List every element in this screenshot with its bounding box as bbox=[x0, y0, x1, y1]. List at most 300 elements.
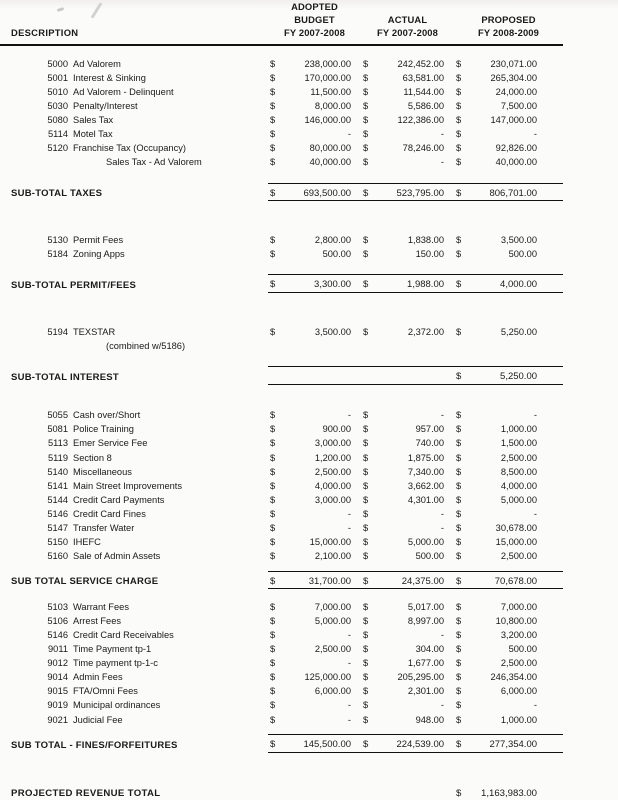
currency-symbol-budget: $ bbox=[270, 537, 276, 548]
currency-symbol-proposed: $ bbox=[456, 100, 462, 111]
row-pad bbox=[563, 367, 618, 385]
account-description: Time payment tp-1-c bbox=[73, 658, 158, 669]
currency-symbol-proposed: $ bbox=[456, 480, 462, 491]
row-pad bbox=[563, 711, 618, 725]
currency-symbol-budget: $ bbox=[270, 494, 276, 505]
table-row bbox=[0, 140, 618, 154]
currency-symbol-budget: $ bbox=[270, 658, 276, 669]
header-row-line3 bbox=[0, 26, 618, 39]
currency-symbol-budget: $ bbox=[270, 686, 276, 697]
account-code: 5150 bbox=[47, 537, 68, 548]
account-code bbox=[0, 337, 73, 351]
table-row bbox=[0, 505, 618, 519]
currency-symbol-actual: $ bbox=[363, 234, 369, 245]
row-pad bbox=[563, 655, 618, 669]
currency-symbol-proposed: $ bbox=[456, 466, 462, 477]
table-row bbox=[0, 683, 618, 697]
currency-symbol-budget: $ bbox=[270, 438, 276, 449]
subtotal-actual-value: 1,988.00 bbox=[375, 275, 454, 293]
account-code: 5146 bbox=[47, 629, 68, 640]
spacer bbox=[0, 725, 618, 735]
currency-symbol-actual: $ bbox=[363, 508, 369, 519]
currency-symbol-proposed bbox=[454, 337, 468, 351]
subtotal-proposed-value: 277,354.00 bbox=[468, 735, 563, 753]
budget-value: - bbox=[347, 522, 352, 533]
grand-pad-1 bbox=[268, 783, 282, 800]
currency-symbol-budget bbox=[268, 337, 282, 351]
spacer bbox=[0, 168, 618, 184]
currency-symbol-budget: $ bbox=[270, 410, 276, 421]
currency-symbol-proposed: $ bbox=[456, 129, 462, 140]
currency-symbol-proposed: $ bbox=[456, 114, 462, 125]
table-row bbox=[0, 323, 618, 337]
budget-value: - bbox=[347, 700, 352, 711]
account-description: Main Street Improvements bbox=[73, 480, 183, 491]
header-row-line2 bbox=[0, 13, 618, 26]
proposed-value: 7,500.00 bbox=[500, 100, 538, 111]
currency-symbol-proposed: $ bbox=[454, 571, 468, 589]
actual-value: - bbox=[440, 508, 445, 519]
actual-value: - bbox=[440, 629, 445, 640]
subtotal-actual-value bbox=[375, 367, 454, 385]
account-description: Ad Valorem bbox=[73, 58, 121, 69]
row-pad bbox=[563, 83, 618, 97]
currency-symbol-actual: $ bbox=[363, 100, 369, 111]
account-description: Zoning Apps bbox=[73, 248, 125, 259]
row-pad bbox=[563, 640, 618, 654]
header-adopted-fy: FY 2007-2008 bbox=[283, 27, 346, 38]
actual-value: 63,581.00 bbox=[402, 72, 445, 83]
budget-value: 1,200.00 bbox=[314, 452, 352, 463]
row-pad bbox=[563, 548, 618, 562]
currency-symbol-budget: $ bbox=[270, 129, 276, 140]
budget-value: 3,000.00 bbox=[314, 494, 352, 505]
grand-total-row bbox=[0, 783, 618, 800]
account-code: 5194 bbox=[47, 326, 68, 337]
account-code: 5140 bbox=[47, 466, 68, 477]
table-row bbox=[0, 669, 618, 683]
currency-symbol-actual: $ bbox=[361, 275, 375, 293]
actual-value bbox=[375, 337, 454, 351]
currency-symbol-actual: $ bbox=[363, 494, 369, 505]
table-row bbox=[0, 711, 618, 725]
account-code: 5106 bbox=[47, 615, 68, 626]
header-row-line1 bbox=[0, 0, 618, 13]
spacer bbox=[0, 259, 618, 275]
account-description: Sale of Admin Assets bbox=[73, 551, 161, 562]
currency-symbol-budget: $ bbox=[270, 248, 276, 259]
subtotal-row bbox=[0, 275, 618, 293]
currency-symbol-proposed: $ bbox=[456, 438, 462, 449]
currency-symbol-budget: $ bbox=[270, 644, 276, 655]
currency-symbol-proposed: $ bbox=[456, 658, 462, 669]
table-row bbox=[0, 463, 618, 477]
currency-symbol-budget: $ bbox=[270, 522, 276, 533]
budget-value: 3,500.00 bbox=[314, 326, 352, 337]
spacer bbox=[0, 589, 618, 599]
proposed-value: 1,000.00 bbox=[500, 424, 538, 435]
table-row bbox=[0, 612, 618, 626]
currency-symbol-actual: $ bbox=[363, 551, 369, 562]
proposed-value: 5,250.00 bbox=[500, 326, 538, 337]
account-code: 9012 bbox=[47, 658, 68, 669]
spacer bbox=[0, 562, 618, 572]
row-pad bbox=[563, 140, 618, 154]
proposed-value: 92,826.00 bbox=[495, 143, 538, 154]
actual-value: 7,340.00 bbox=[407, 466, 445, 477]
row-pad bbox=[563, 154, 618, 168]
budget-value: 8,000.00 bbox=[314, 100, 352, 111]
table-row bbox=[0, 83, 618, 97]
proposed-value: 230,071.00 bbox=[490, 58, 538, 69]
proposed-value: 3,500.00 bbox=[500, 234, 538, 245]
table-row bbox=[0, 97, 618, 111]
row-pad bbox=[563, 69, 618, 83]
budget-value: - bbox=[347, 629, 352, 640]
account-description: Section 8 bbox=[73, 452, 112, 463]
currency-symbol-actual: $ bbox=[363, 629, 369, 640]
subtotal-proposed-value: 5,250.00 bbox=[468, 367, 563, 385]
table-row bbox=[0, 491, 618, 505]
actual-value: - bbox=[440, 700, 445, 711]
grand-pad-3 bbox=[361, 783, 375, 800]
account-code: 5001 bbox=[47, 72, 68, 83]
account-code: 9019 bbox=[47, 700, 68, 711]
budget-value: 15,000.00 bbox=[309, 537, 352, 548]
account-description: IHEFC bbox=[73, 537, 101, 548]
account-description: TEXSTAR bbox=[73, 326, 116, 337]
table-row bbox=[0, 640, 618, 654]
row-pad bbox=[563, 683, 618, 697]
currency-symbol-budget: $ bbox=[270, 58, 276, 69]
actual-value: - bbox=[440, 129, 445, 140]
subtotal-proposed-value: 4,000.00 bbox=[468, 275, 563, 293]
currency-symbol-proposed: $ bbox=[456, 86, 462, 97]
currency-symbol-actual: $ bbox=[363, 452, 369, 463]
currency-symbol-budget: $ bbox=[270, 72, 276, 83]
budget-value: 2,500.00 bbox=[314, 644, 352, 655]
proposed-value: 2,500.00 bbox=[500, 658, 538, 669]
budget-value: 170,000.00 bbox=[304, 72, 352, 83]
currency-symbol-actual: $ bbox=[363, 686, 369, 697]
account-description: Time Payment tp-1 bbox=[73, 644, 152, 655]
currency-symbol-budget: $ bbox=[270, 114, 276, 125]
budget-value: - bbox=[347, 129, 352, 140]
currency-symbol-proposed: $ bbox=[456, 672, 462, 683]
row-pad bbox=[563, 598, 618, 612]
grand-pad-4 bbox=[375, 783, 454, 800]
currency-symbol-budget: $ bbox=[270, 672, 276, 683]
currency-symbol-actual: $ bbox=[363, 157, 369, 168]
account-code bbox=[0, 154, 73, 168]
account-code: 9011 bbox=[48, 644, 68, 655]
subtotal-label: SUB-TOTAL TAXES bbox=[11, 188, 103, 200]
account-code: 5184 bbox=[47, 248, 68, 259]
currency-symbol-budget: $ bbox=[270, 714, 276, 725]
spacer bbox=[0, 45, 618, 55]
account-description: Judicial Fee bbox=[73, 714, 123, 725]
row-pad bbox=[563, 407, 618, 421]
proposed-value: 2,500.00 bbox=[500, 551, 538, 562]
currency-symbol-budget: $ bbox=[270, 700, 276, 711]
table-row bbox=[0, 449, 618, 463]
row-pad bbox=[563, 111, 618, 125]
currency-symbol-actual: $ bbox=[363, 522, 369, 533]
currency-symbol-budget: $ bbox=[268, 571, 282, 589]
proposed-value: 7,000.00 bbox=[500, 601, 538, 612]
currency-symbol-proposed: $ bbox=[456, 686, 462, 697]
row-pad bbox=[563, 183, 618, 201]
currency-symbol-proposed: $ bbox=[456, 234, 462, 245]
proposed-value: 8,500.00 bbox=[500, 466, 538, 477]
row-pad bbox=[563, 337, 618, 351]
currency-symbol-budget: $ bbox=[270, 326, 276, 337]
subtotal-label: SUB-TOTAL PERMIT/FEES bbox=[11, 279, 137, 291]
subtotal-row bbox=[0, 571, 618, 589]
subtotal-label: SUB TOTAL SERVICE CHARGE bbox=[11, 576, 159, 588]
currency-symbol-proposed: $ bbox=[456, 644, 462, 655]
row-pad bbox=[563, 735, 618, 753]
account-description: Franchise Tax (Occupancy) bbox=[73, 143, 186, 154]
currency-symbol-actual: $ bbox=[363, 438, 369, 449]
proposed-value: 4,000.00 bbox=[500, 480, 538, 491]
grand-pad-2 bbox=[282, 783, 361, 800]
row-pad bbox=[563, 612, 618, 626]
table-row bbox=[0, 598, 618, 612]
actual-value: 242,452.00 bbox=[397, 58, 445, 69]
account-code: 5160 bbox=[47, 551, 68, 562]
row-pad bbox=[563, 449, 618, 463]
account-code: 5144 bbox=[47, 494, 68, 505]
row-pad bbox=[563, 55, 618, 69]
currency-symbol-proposed: $ bbox=[456, 629, 462, 640]
currency-symbol-budget: $ bbox=[268, 735, 282, 753]
header-actual-fy: FY 2007-2008 bbox=[376, 27, 439, 38]
currency-symbol-actual: $ bbox=[363, 114, 369, 125]
currency-symbol-budget bbox=[268, 367, 282, 385]
account-description: Interest & Sinking bbox=[73, 72, 146, 83]
currency-symbol-budget: $ bbox=[268, 183, 282, 201]
subtotal-actual-value: 24,375.00 bbox=[375, 571, 454, 589]
table-row bbox=[0, 697, 618, 711]
grand-total-value: 1,163,983.00 bbox=[480, 787, 538, 799]
currency-symbol-actual: $ bbox=[363, 466, 369, 477]
actual-value: 1,838.00 bbox=[407, 234, 445, 245]
currency-symbol-proposed: $ bbox=[454, 183, 468, 201]
actual-value: 2,301.00 bbox=[407, 686, 445, 697]
currency-symbol-proposed: $ bbox=[456, 72, 462, 83]
actual-value: 500.00 bbox=[415, 551, 445, 562]
currency-symbol-actual: $ bbox=[363, 644, 369, 655]
currency-symbol-actual: $ bbox=[361, 571, 375, 589]
account-code: 5130 bbox=[47, 234, 68, 245]
table-row bbox=[0, 435, 618, 449]
currency-symbol-actual: $ bbox=[363, 143, 369, 154]
actual-value: 957.00 bbox=[415, 424, 445, 435]
row-pad bbox=[563, 491, 618, 505]
account-description: Credit Card Payments bbox=[73, 494, 165, 505]
account-description: Permit Fees bbox=[73, 234, 124, 245]
account-description: FTA/Omni Fees bbox=[73, 686, 138, 697]
header-proposed-fy: FY 2008-2009 bbox=[477, 27, 540, 38]
account-description: Police Training bbox=[73, 424, 134, 435]
currency-symbol-budget: $ bbox=[270, 601, 276, 612]
proposed-value: - bbox=[533, 700, 538, 711]
subtotal-proposed-value: 806,701.00 bbox=[468, 183, 563, 201]
currency-symbol-actual: $ bbox=[363, 248, 369, 259]
subtotal-budget-value: 145,500.00 bbox=[282, 735, 361, 753]
table-row bbox=[0, 125, 618, 139]
actual-value: - bbox=[440, 410, 445, 421]
currency-symbol-budget: $ bbox=[270, 86, 276, 97]
row-pad bbox=[563, 533, 618, 547]
currency-symbol-actual: $ bbox=[361, 183, 375, 201]
budget-value: 2,800.00 bbox=[314, 234, 352, 245]
proposed-value: 6,000.00 bbox=[500, 686, 538, 697]
account-description: Credit Card Receivables bbox=[73, 629, 174, 640]
actual-value: 122,386.00 bbox=[397, 114, 445, 125]
currency-symbol-proposed: $ bbox=[456, 452, 462, 463]
currency-symbol-proposed: $ bbox=[456, 494, 462, 505]
actual-value: 304.00 bbox=[415, 644, 445, 655]
budget-value bbox=[282, 337, 361, 351]
spacer bbox=[0, 201, 618, 232]
table-row bbox=[0, 548, 618, 562]
budget-value: 6,000.00 bbox=[314, 686, 352, 697]
actual-value: - bbox=[440, 522, 445, 533]
actual-value: 2,372.00 bbox=[407, 326, 445, 337]
budget-value: 40,000.00 bbox=[309, 157, 352, 168]
subtotal-actual-value: 224,539.00 bbox=[375, 735, 454, 753]
proposed-value: 3,200.00 bbox=[500, 629, 538, 640]
account-code: 5055 bbox=[47, 410, 68, 421]
currency-symbol-actual: $ bbox=[363, 410, 369, 421]
table-row bbox=[0, 519, 618, 533]
account-description: Cash over/Short bbox=[73, 410, 141, 421]
account-description: Arrest Fees bbox=[73, 615, 122, 626]
currency-symbol-actual: $ bbox=[361, 735, 375, 753]
grand-total-label: PROJECTED REVENUE TOTAL bbox=[11, 787, 161, 799]
currency-symbol-proposed: $ bbox=[456, 157, 462, 168]
subtotal-row bbox=[0, 735, 618, 753]
header-actual-line1: ACTUAL bbox=[387, 14, 428, 25]
account-description: Miscellaneous bbox=[73, 466, 132, 477]
proposed-value: - bbox=[533, 410, 538, 421]
table-row bbox=[0, 477, 618, 491]
account-code: 5141 bbox=[47, 480, 68, 491]
budget-value: 11,500.00 bbox=[310, 86, 352, 97]
currency-symbol-budget: $ bbox=[270, 466, 276, 477]
currency-symbol-proposed: $ bbox=[454, 367, 468, 385]
actual-value: 3,662.00 bbox=[407, 480, 445, 491]
proposed-value: 1,000.00 bbox=[500, 714, 538, 725]
actual-value: - bbox=[440, 157, 445, 168]
row-pad bbox=[563, 783, 618, 800]
header-proposed-line1: PROPOSED bbox=[481, 14, 536, 25]
table-row bbox=[0, 655, 618, 669]
currency-symbol-actual: $ bbox=[363, 86, 369, 97]
proposed-value: - bbox=[533, 508, 538, 519]
currency-symbol-proposed: $ bbox=[456, 326, 462, 337]
actual-value: 150.00 bbox=[415, 248, 445, 259]
account-code: 9015 bbox=[47, 686, 68, 697]
currency-symbol-budget: $ bbox=[270, 508, 276, 519]
currency-symbol-actual bbox=[361, 367, 375, 385]
subtotal-label: SUB-TOTAL INTEREST bbox=[11, 371, 119, 383]
table-row bbox=[0, 421, 618, 435]
account-description: Admin Fees bbox=[73, 672, 123, 683]
budget-value: - bbox=[347, 410, 352, 421]
currency-symbol-actual: $ bbox=[363, 58, 369, 69]
actual-value: 740.00 bbox=[415, 438, 445, 449]
budget-value: - bbox=[347, 714, 352, 725]
account-description: Municipal ordinances bbox=[73, 700, 161, 711]
account-description: Transfer Water bbox=[73, 522, 135, 533]
currency-symbol-budget: $ bbox=[270, 157, 276, 168]
budget-value: - bbox=[347, 508, 352, 519]
row-pad bbox=[563, 519, 618, 533]
currency-symbol-actual: $ bbox=[363, 129, 369, 140]
proposed-value: 500.00 bbox=[508, 644, 538, 655]
proposed-value: 15,000.00 bbox=[495, 537, 538, 548]
spacer bbox=[0, 384, 618, 407]
table-row bbox=[0, 407, 618, 421]
actual-value: 11,544.00 bbox=[403, 86, 445, 97]
row-pad bbox=[563, 626, 618, 640]
budget-value: 146,000.00 bbox=[304, 114, 352, 125]
currency-symbol-actual: $ bbox=[363, 601, 369, 612]
header-adopted-line1: ADOPTED bbox=[291, 1, 338, 12]
account-description: Ad Valorem - Delinquent bbox=[73, 86, 174, 97]
budget-value: 5,000.00 bbox=[314, 615, 352, 626]
subtotal-row bbox=[0, 367, 618, 385]
account-code: 5147 bbox=[47, 522, 68, 533]
actual-value: 205,295.00 bbox=[397, 672, 445, 683]
row-pad bbox=[563, 97, 618, 111]
budget-value: 238,000.00 bbox=[304, 58, 352, 69]
currency-symbol-actual: $ bbox=[363, 424, 369, 435]
account-code: 5146 bbox=[47, 508, 68, 519]
currency-symbol-proposed: $ bbox=[456, 410, 462, 421]
currency-symbol-budget: $ bbox=[270, 615, 276, 626]
table-row bbox=[0, 55, 618, 69]
currency-symbol-actual: $ bbox=[363, 480, 369, 491]
proposed-value: 5,000.00 bbox=[500, 494, 538, 505]
currency-symbol-budget: $ bbox=[270, 100, 276, 111]
table-row bbox=[0, 69, 618, 83]
actual-value: 1,875.00 bbox=[407, 452, 445, 463]
proposed-value: 147,000.00 bbox=[490, 114, 538, 125]
account-description: Credit Card Fines bbox=[73, 508, 146, 519]
table-row bbox=[0, 154, 618, 168]
currency-symbol-proposed: $ bbox=[454, 275, 468, 293]
subtotal-budget-value: 3,300.00 bbox=[282, 275, 361, 293]
currency-symbol-budget: $ bbox=[270, 480, 276, 491]
budget-value: 3,000.00 bbox=[314, 438, 352, 449]
row-pad bbox=[563, 275, 618, 293]
spacer bbox=[0, 292, 618, 323]
row-pad bbox=[563, 125, 618, 139]
actual-value: 4,301.00 bbox=[407, 494, 445, 505]
budget-value: 900.00 bbox=[322, 424, 352, 435]
currency-symbol-budget: $ bbox=[270, 424, 276, 435]
table-row bbox=[0, 626, 618, 640]
header-adopted-line2: BUDGET bbox=[294, 14, 335, 25]
currency-symbol-proposed: $ bbox=[456, 601, 462, 612]
proposed-value: 265,304.00 bbox=[490, 72, 538, 83]
budget-value: 80,000.00 bbox=[309, 143, 352, 154]
currency-symbol-actual: $ bbox=[363, 714, 369, 725]
